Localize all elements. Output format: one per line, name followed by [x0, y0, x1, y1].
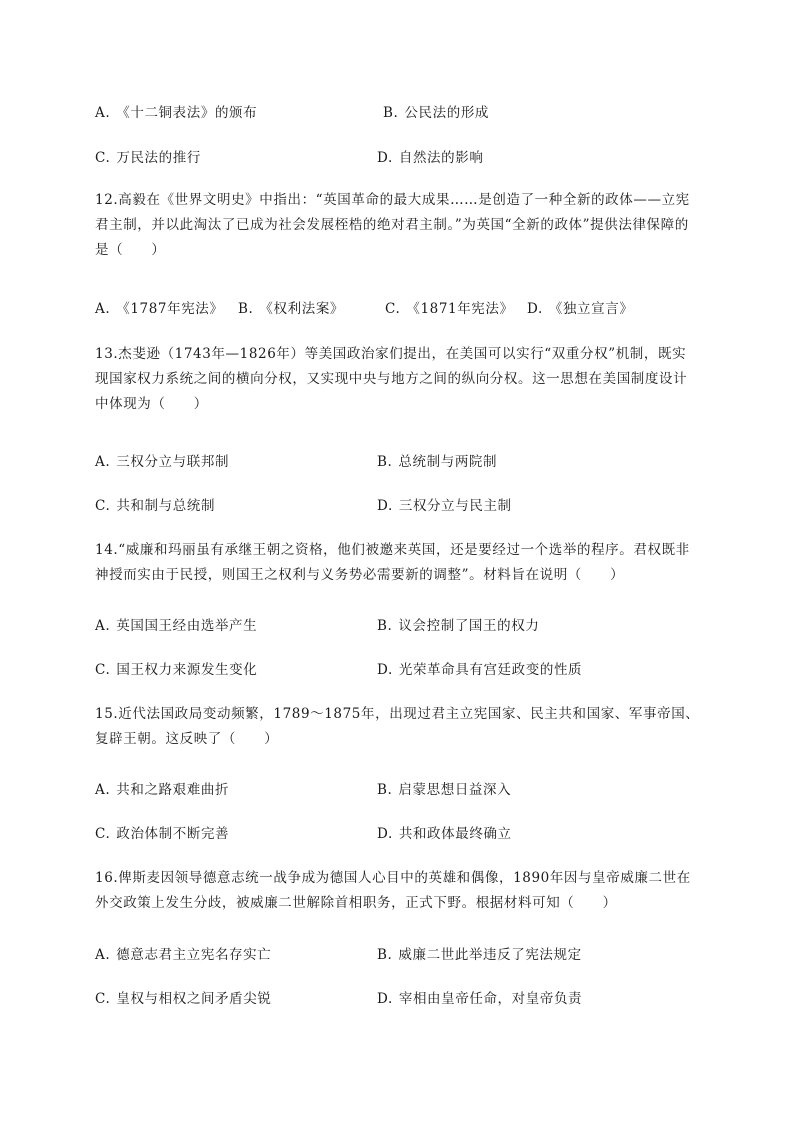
- q13-number: 13.: [95, 346, 119, 362]
- q14-number: 14.: [95, 542, 119, 558]
- q15-option-a[interactable]: A. 共和之路艰难曲折: [95, 782, 230, 798]
- q13-option-a[interactable]: A. 三权分立与联邦制: [95, 454, 230, 470]
- q13-stem: 13.杰斐逊（1743年—1826年）等美国政治家们提出，在美国可以实行“双重分权”机制，既实现国家权力系统之间的横向分权，又实现中央与地方之间的纵向分权。这一思想在美国制度设计中体现为（ ）: [95, 346, 688, 412]
- q13-option-b[interactable]: B. 总统制与两院制: [377, 454, 498, 470]
- q16-number: 16.: [95, 870, 119, 886]
- q11-options-row-1: [95, 101, 700, 121]
- q16-option-a[interactable]: A. 德意志君主立宪名存实亡: [95, 947, 272, 963]
- q14-option-d[interactable]: D. 光荣革命具有宫廷政变的性质: [377, 662, 583, 678]
- q13-option-c[interactable]: C. 共和制与总统制: [95, 498, 216, 514]
- q16-option-c[interactable]: C. 皇权与相权之间矛盾尖锐: [95, 991, 272, 1007]
- q12-option-b[interactable]: B. 《权利法案》: [238, 301, 345, 317]
- q16-stem: 16.俾斯麦因领导德意志统一战争成为德国人心目中的英雄和偶像，1890年因与皇帝威廉二世在外交政策上发生分歧，被威廉二世解除首相职务，正式下野。根据材料可知（ ）: [95, 870, 691, 911]
- q14-stem: 14.“威廉和玛丽虽有承继王朝之资格，他们被邀来英国，还是要经过一个选举的程序。君权既非神授而实由于民授，则国王之权利与义务势必需要新的调整”。材料旨在说明（ ）: [95, 542, 690, 583]
- q16-options-row-1: [95, 943, 700, 963]
- q11-option-a[interactable]: A. 《十二铜表法》的颁布: [95, 105, 258, 121]
- q12-number: 12.: [95, 192, 119, 208]
- q12-option-d[interactable]: D. 《独立宣言》: [527, 301, 634, 317]
- q12-option-a[interactable]: A. 《1787年宪法》: [95, 301, 224, 317]
- q13-option-d[interactable]: D. 三权分立与民主制: [377, 498, 512, 514]
- q15-option-d[interactable]: D. 共和政体最终确立: [377, 826, 512, 842]
- q14-option-b[interactable]: B. 议会控制了国王的权力: [377, 618, 540, 634]
- q15-stem: 15.近代法国政局变动频繁，1789～1875年，出现过君主立宪国家、民主共和国家、军事帝国、复辟王朝。这反映了（ ）: [95, 706, 700, 747]
- q16-option-b[interactable]: B. 威廉二世此举违反了宪法规定: [377, 947, 582, 963]
- q15-option-b[interactable]: B. 启蒙思想日益深入: [377, 782, 512, 798]
- q12-stem: 12.高毅在《世界文明史》中指出：“英国革命的最大成果……是创造了一种全新的政体——立宪君主制，并以此淘汰了已成为社会发展桎梏的绝对君主制。”为英国“全新的政体”提供法律保障的是（ ）: [95, 192, 690, 258]
- q12-options-row: [95, 297, 700, 317]
- q12-option-c[interactable]: C. 《1871年宪法》: [385, 301, 514, 317]
- q15-options-row-2: [95, 822, 700, 842]
- q11-option-b[interactable]: B. 公民法的形成: [383, 105, 490, 121]
- q13-options-row-1: [95, 450, 700, 470]
- q11-option-c[interactable]: C. 万民法的推行: [95, 150, 201, 166]
- q16-options-row-2: [95, 987, 700, 1007]
- q15-number: 15.: [95, 706, 119, 722]
- q13-options-row-2: [95, 494, 700, 514]
- q14-option-c[interactable]: C. 国王权力来源发生变化: [95, 662, 258, 678]
- q14-options-row-1: [95, 614, 700, 634]
- q14-option-a[interactable]: A. 英国国王经由选举产生: [95, 618, 258, 634]
- q11-options-row-2: [95, 146, 700, 166]
- q15-option-c[interactable]: C. 政治体制不断完善: [95, 826, 230, 842]
- q11-option-d[interactable]: D. 自然法的影响: [377, 150, 484, 166]
- q16-option-d[interactable]: D. 宰相由皇帝任命，对皇帝负责: [377, 991, 583, 1007]
- q15-options-row-1: [95, 778, 700, 798]
- q14-options-row-2: [95, 658, 700, 678]
